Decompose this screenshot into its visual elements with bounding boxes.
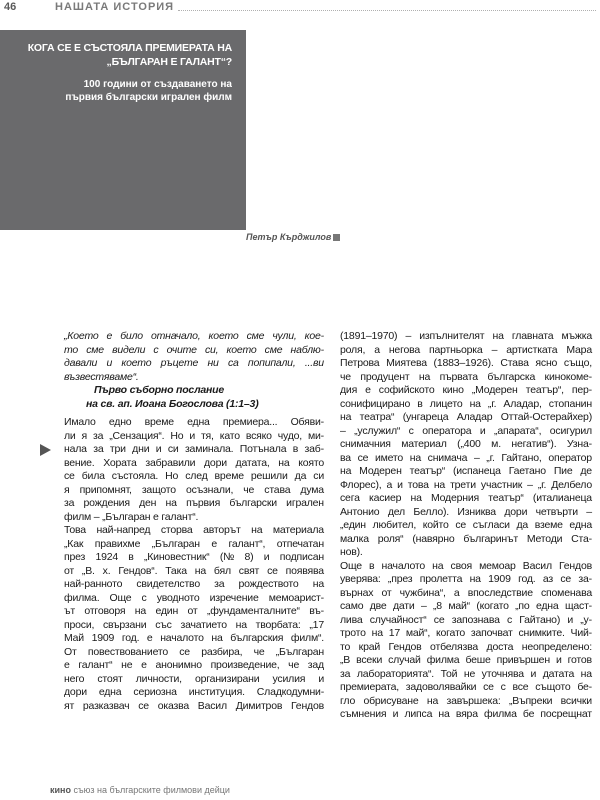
text-line: Още в началото на своя мемоар Васил Гендов: [340, 559, 592, 572]
text-line: през 1924 в „Киновестник“ (№ 8) и подписан: [64, 551, 324, 563]
text-line: възвестяваме“.: [64, 370, 139, 383]
title-line: „БЪЛГАРАН Е ГАЛАНТ“?: [106, 56, 232, 68]
subtitle-line: 100 години от създаването на: [83, 79, 232, 90]
text-line: Това най-напред сторва авторът на материала: [64, 524, 324, 536]
text-line: ът отговоря на един от „фундаменталните“ въ-: [64, 605, 324, 617]
footer-logo: кино: [50, 785, 71, 795]
text-line: роля, а негова партньорка – артистката Мара: [340, 343, 592, 356]
text-line: от „В. х. Гендов“. Така на бял свят се появява: [64, 564, 324, 577]
footer-text: съюз на българските филмови дейци: [73, 785, 230, 795]
page-number: 46: [4, 1, 17, 13]
text-line: – „услужил“ с оператора и „апарата“, осигурил: [340, 424, 592, 437]
text-line: на св. ап. Иоана Богослова (1:1–3): [86, 397, 259, 410]
text-line: „В всеки случай филма беше привършен и готов: [340, 654, 592, 666]
text-line: нов).: [340, 546, 363, 558]
text-line: дори една сериозна институция. Сладкодумни-: [64, 686, 324, 698]
text-line: Имало едно време една премиера... Обяви-: [64, 416, 324, 428]
text-line: нала за три дни и си заминала. Потънала в заб-: [64, 443, 324, 455]
text-line: за лабораторията“. Той не уточнява и датата на: [340, 667, 592, 680]
text-line: най-ранното свидетелство за рождеството на: [64, 578, 324, 590]
text-line: давали и което ръцете ни са попипали, ...ви: [64, 357, 324, 369]
text-line: че продуцент на първата българска кинокоме-: [340, 370, 592, 383]
section-title: НАШАТА ИСТОРИЯ: [55, 1, 175, 13]
text-line: лива случайност“ се запознава с Гайтано) и „у-: [340, 613, 592, 626]
subtitle-line: първия български игрален филм: [65, 92, 232, 103]
text-line: проси, свързани със зачатието на творбата: „17: [64, 618, 324, 631]
text-line: Антонио дел Белло). Изниква дори четвърти –: [340, 505, 592, 518]
author-byline: [246, 232, 340, 242]
text-line: От повествованието се разбира, че „Българан: [64, 645, 324, 658]
title-line: КОГА СЕ Е СЪСТОЯЛА ПРЕМИЕРАТА НА: [27, 42, 232, 54]
left-column: [64, 330, 324, 713]
text-line: Май 1909 год. е началото на българския филм“.: [64, 632, 324, 644]
text-line: е галант“ не е анонимно произведение, че зад: [64, 659, 324, 671]
text-line: то край Гендов отбелязва доста неопределено:: [340, 640, 592, 653]
text-line: Флорес), а и това на трети участник – „г. Делбело: [340, 478, 592, 491]
triangle-marker-icon: [40, 444, 51, 456]
text-line: трото на 17 май“, когато започват снимките. Чий-: [340, 627, 592, 639]
title-box: [0, 30, 246, 230]
text-line: премиерата, задоволявайки се с все същото бе-: [340, 681, 592, 693]
text-line: ят разказвач се оказва Васил Димитров Гендов: [64, 699, 324, 712]
text-line: уверява: „през пролетта на 1909 год. аз се за-: [340, 573, 592, 585]
text-line: я припомнят, защото осъзнали, че става дума: [64, 483, 324, 496]
text-line: него стоят личности, организирани усилия и: [64, 672, 324, 685]
text-line: то сме видели с очите си, което сме наблю-: [64, 343, 324, 356]
text-line: съмнения и липса на вяра филма бе посрещнат: [340, 708, 592, 720]
article-subtitle: [0, 78, 232, 104]
footer: [50, 785, 230, 795]
text-line: гло обрисуване на завършека: „Въпреки всички: [340, 694, 592, 707]
text-line: върнах от чужбина“, а впоследствие споменава: [340, 586, 592, 599]
text-line: сега касиер на Модерния театър“ (италианеца: [340, 492, 592, 504]
text-line: „Което е било отначало, което сме чули, кое-: [64, 330, 324, 342]
text-line: на Модерен театър“ (испанеца Гаетано Пие де: [340, 465, 592, 477]
text-line: за рождения ден на първия български игрален: [64, 497, 324, 509]
text-line: снимачния материал („400 м. негатив“). Узна-: [340, 438, 592, 450]
right-column: [340, 330, 592, 722]
text-line: само две дати – „8 май“ (когато „по една щаст-: [340, 600, 592, 612]
dotted-rule: [178, 10, 596, 11]
text-line: сонифицирано в лицето на „г. Аладар, стопанин: [340, 397, 592, 410]
text-line: „Как правихме „Българан е галант“, отпечатан: [64, 537, 324, 550]
text-line: малка роля“ (навярно българинът Методи Ста-: [340, 532, 592, 545]
text-line: „един любител, който се съгласи да вземе една: [340, 519, 592, 531]
text-line: ли я за „Сензация“. Но и тя, като всяко чудо, ми-: [64, 429, 324, 442]
square-bullet-icon: [333, 234, 340, 241]
text-line: филма. Още с уводното изречение мемоарист-: [64, 591, 324, 604]
text-line: ва се името на снимача – „г. Гайтано, оператор: [340, 451, 592, 464]
text-line: дия е софийското кино „Модерен театър“, пер-: [340, 384, 592, 396]
running-header: [0, 0, 600, 16]
text-line: филм – „Българан е галант“.: [64, 510, 199, 523]
article-title: [0, 41, 232, 69]
text-line: (1891–1970) – изпълнителят на главната мъжка: [340, 330, 592, 342]
text-line: Петрова Миятева (1883–1926). Става ясно също,: [340, 357, 592, 369]
text-line: на театра“ (унгареца Аладар Оттай-Остерайхер): [340, 411, 592, 423]
text-line: Първо съборно послание: [94, 384, 225, 396]
author-name: Петър Кърджилов: [246, 232, 332, 242]
text-line: се била състояла. Но след време решили да си: [64, 470, 324, 482]
text-line: вение. Хората забравили дори датата, на която: [64, 456, 324, 469]
